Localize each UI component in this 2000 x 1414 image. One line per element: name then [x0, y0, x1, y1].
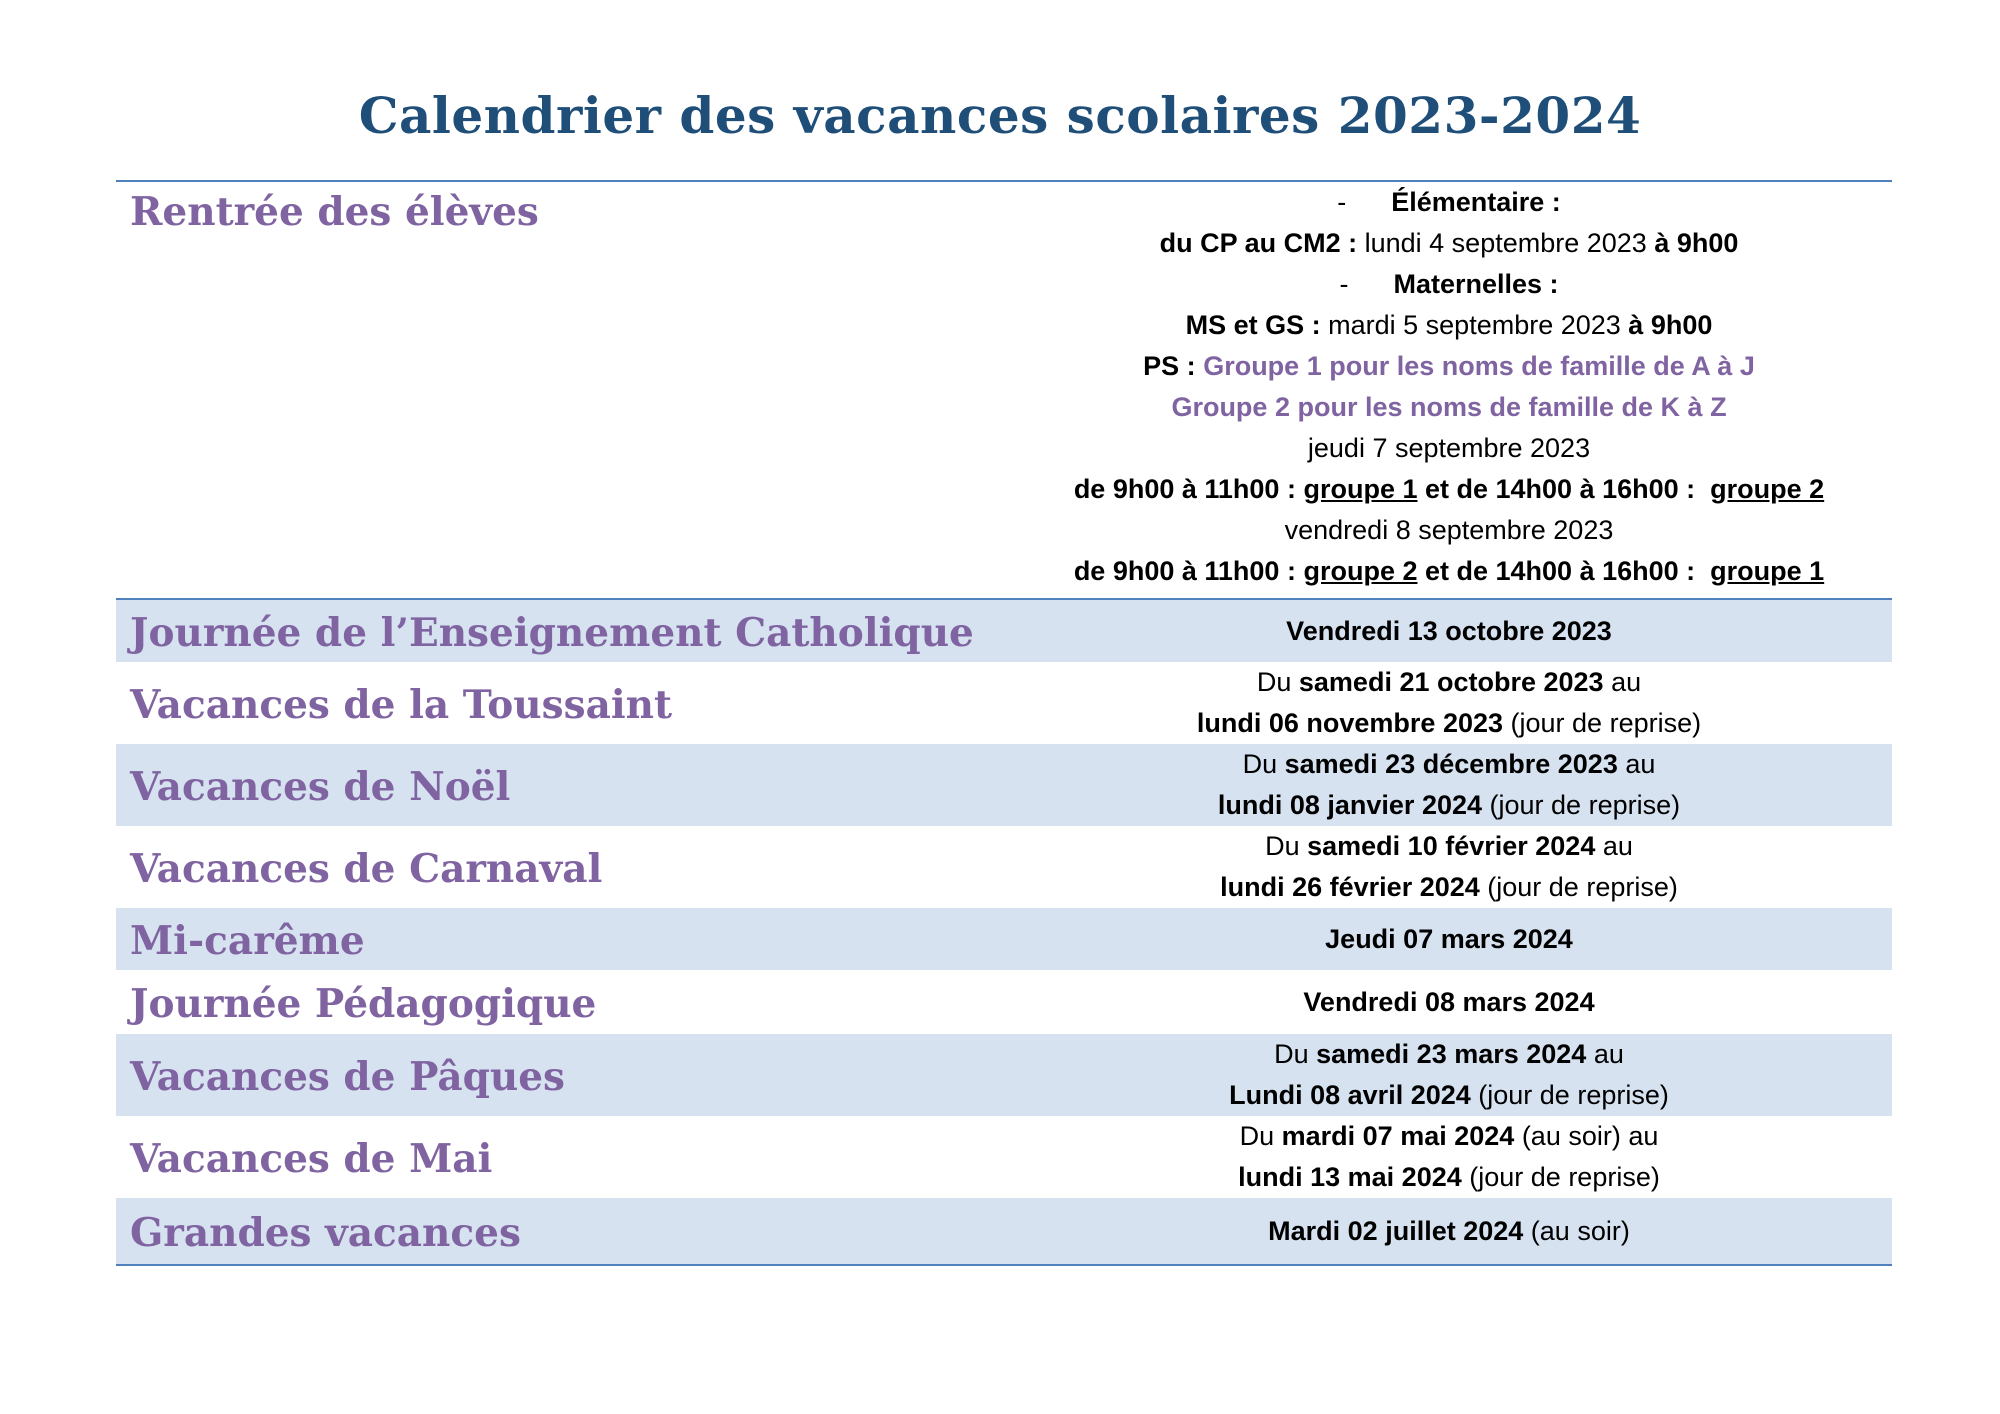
row-noel [116, 744, 1892, 826]
schedule-table [116, 180, 1892, 1266]
row-value: Du samedi 23 mars 2024 au Lundi 08 avril 2024 (jour de reprise) [1229, 1039, 1669, 1110]
row-value: Du samedi 23 décembre 2023 au lundi 08 janvier 2024 (jour de reprise) [1217, 749, 1681, 820]
row-journee-catholique [116, 600, 1892, 662]
maternelles-heading: - Maternelles : [1006, 264, 1892, 305]
row-label: Vacances de Noël [130, 764, 511, 810]
row-value: Vendredi 13 octobre 2023 [1286, 615, 1612, 646]
jeudi-line: jeudi 7 septembre 2023 [1307, 433, 1591, 463]
row-journee-pedagogique [116, 970, 1892, 1034]
row-label: Vacances de la Toussaint [130, 682, 673, 728]
row-paques [116, 1034, 1892, 1116]
row-label: Journée Pédagogique [130, 981, 597, 1027]
row-value: Jeudi 07 mars 2024 [1325, 923, 1573, 954]
row-label: Mi-carême [130, 918, 365, 964]
row-mai [116, 1116, 1892, 1198]
row-grandes-vacances [116, 1198, 1892, 1264]
ps-line: PS : Groupe 1 pour les noms de famille de A à J [1143, 351, 1755, 381]
page-title: Calendrier des vacances scolaires 2023-2024 [358, 86, 1642, 145]
row-value: Du samedi 10 février 2024 au lundi 26 février 2024 (jour de reprise) [1220, 831, 1678, 902]
row-label: Journée de l’Enseignement Catholique [130, 610, 974, 656]
row-toussaint [116, 662, 1892, 744]
row-value: Du mardi 07 mai 2024 (au soir) au lundi 13 mai 2024 (jour de reprise) [1238, 1121, 1660, 1192]
jeudi-times-line: de 9h00 à 11h00 : groupe 1 et de 14h00 à 16h00 : groupe 2 [1073, 474, 1825, 504]
row-mi-careme [116, 908, 1892, 970]
list-dash: - [1337, 187, 1347, 217]
row-label: Vacances de Mai [130, 1136, 493, 1182]
row-label: Vacances de Pâques [130, 1054, 566, 1100]
row-value: Du samedi 21 octobre 2023 au lundi 06 novembre 2023 (jour de reprise) [1196, 667, 1702, 738]
vendredi-line: vendredi 8 septembre 2023 [1284, 515, 1614, 545]
row-value: Vendredi 08 mars 2024 [1303, 986, 1595, 1017]
ms-line: MS et GS : mardi 5 septembre 2023 à 9h00 [1185, 310, 1713, 340]
list-dash: - [1339, 269, 1349, 299]
elementaire-heading: - Élémentaire : [1006, 182, 1892, 223]
row-carnaval [116, 826, 1892, 908]
row-label: Grandes vacances [130, 1210, 521, 1256]
row-value [1006, 182, 1892, 598]
row-label: Rentrée des élèves [130, 189, 539, 235]
row-value: Mardi 02 juillet 2024 (au soir) [1268, 1215, 1630, 1246]
ps-group2-line: Groupe 2 pour les noms de famille de K à Z [1171, 392, 1727, 422]
vendredi-times-line: de 9h00 à 11h00 : groupe 2 et de 14h00 à 16h00 : groupe 1 [1073, 556, 1825, 586]
cp-line: du CP au CM2 : lundi 4 septembre 2023 à 9h00 [1159, 228, 1739, 258]
row-label: Vacances de Carnaval [130, 846, 603, 892]
row-rentree [116, 182, 1892, 600]
